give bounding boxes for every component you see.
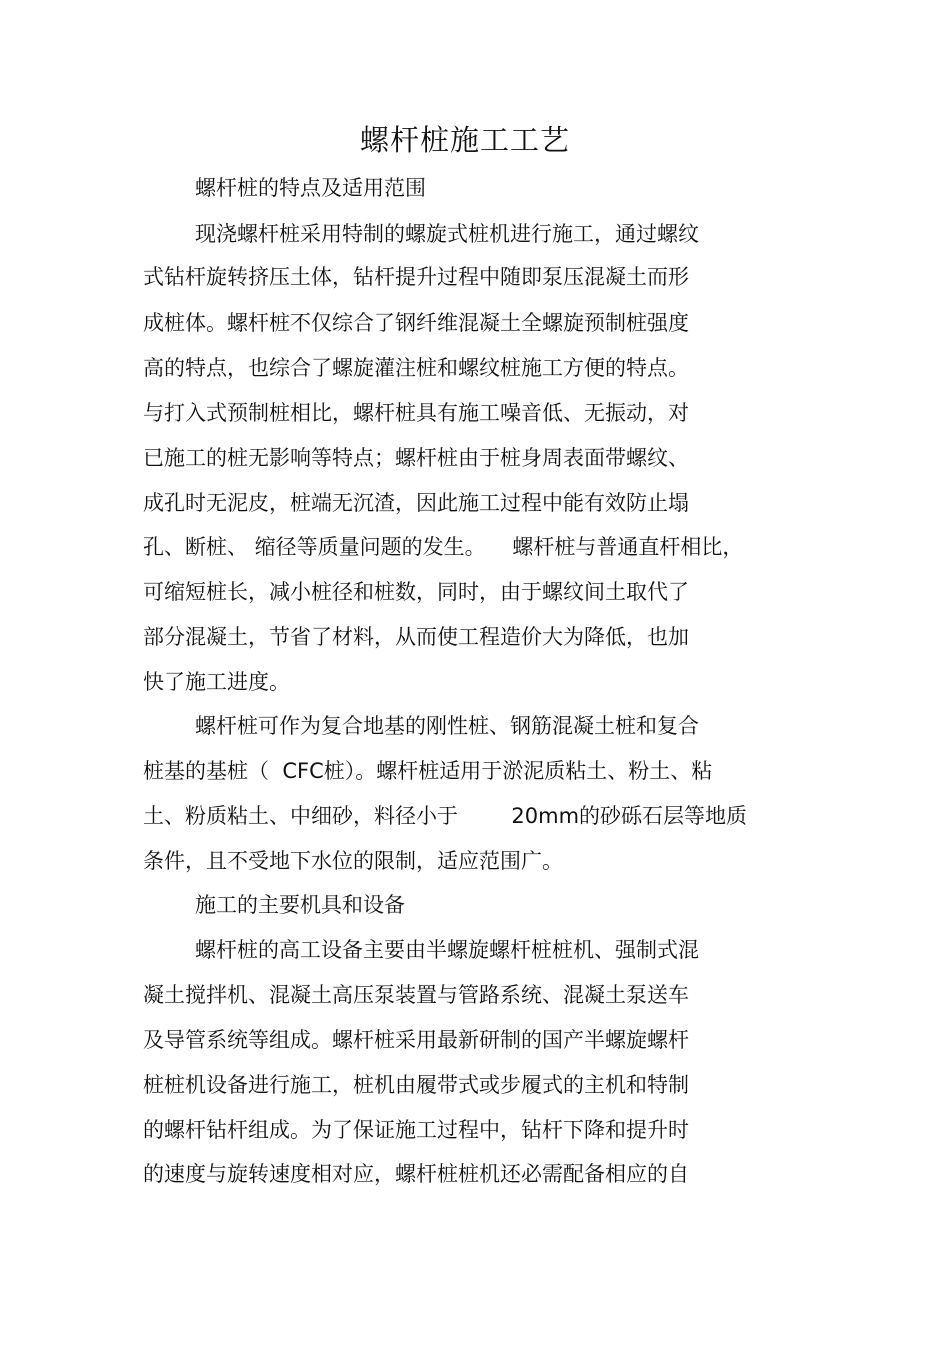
paragraph-line: 现浇螺杆桩采用特制的螺旋式桩机进行施工，通过螺纹 <box>195 222 699 246</box>
document-title: 螺杆桩施工工艺 <box>359 123 570 157</box>
paragraph-line: 部分混凝土，节省了材料，从而使工程造价大为降低，也加 <box>143 625 689 649</box>
paragraph-line: 条件，且不受地下水位的限制，适应范围广。 <box>143 849 563 873</box>
paragraph-line: 高的特点，也综合了螺旋灌注桩和螺纹桩施工方便的特点。 <box>143 356 689 380</box>
paragraph-line: 的速度与旋转速度相对应，螺杆桩桩机还必需配备相应的自 <box>143 1162 689 1186</box>
paragraph-line: 孔、断桩、 缩径等质量问题的发生。 螺杆桩与普通直杆相比， <box>143 535 744 559</box>
paragraph-line: 的螺杆钻杆组成。为了保证施工过程中，钻杆下降和提升时 <box>143 1118 689 1142</box>
section-heading-features: 螺杆桩的特点及适用范围 <box>195 176 426 200</box>
paragraph-line: 土、粉质粘土、中细砂，料径小于 20mm的砂砾石层等地质 <box>143 804 748 828</box>
paragraph-line: 螺杆桩的高工设备主要由半螺旋螺杆桩桩机、强制式混 <box>195 938 699 962</box>
paragraph-line: 可缩短桩长，减小桩径和桩数，同时，由于螺纹间土取代了 <box>143 580 689 604</box>
paragraph-line: 式钻杆旋转挤压土体，钻杆提升过程中随即泵压混凝土而形 <box>143 265 689 289</box>
paragraph-line: 已施工的桩无影响等特点；螺杆桩由于桩身周表面带螺纹、 <box>143 446 689 470</box>
paragraph-line: 螺杆桩可作为复合地基的刚性桩、钢筋混凝土桩和复合 <box>195 714 699 738</box>
section-heading-equipment: 施工的主要机具和设备 <box>195 893 405 917</box>
paragraph-line: 凝土搅拌机、混凝土高压泵装置与管路系统、混凝土泵送车 <box>143 983 689 1007</box>
paragraph-line: 成桩体。螺杆桩不仅综合了钢纤维混凝土全螺旋预制桩强度 <box>143 311 689 335</box>
paragraph-line: 桩桩机设备进行施工，桩机由履带式或步履式的主机和特制 <box>143 1073 689 1097</box>
paragraph-line: 桩基的基桩（ CFC桩）。螺杆桩适用于淤泥质粘土、粉土、粘 <box>143 759 713 783</box>
paragraph-line: 成孔时无泥皮，桩端无沉渣，因此施工过程中能有效防止塌 <box>143 491 689 515</box>
paragraph-line: 快了施工进度。 <box>143 670 290 694</box>
paragraph-line: 及导管系统等组成。螺杆桩采用最新研制的国产半螺旋螺杆 <box>143 1028 689 1052</box>
paragraph-line: 与打入式预制桩相比，螺杆桩具有施工噪音低、无振动，对 <box>143 401 689 425</box>
